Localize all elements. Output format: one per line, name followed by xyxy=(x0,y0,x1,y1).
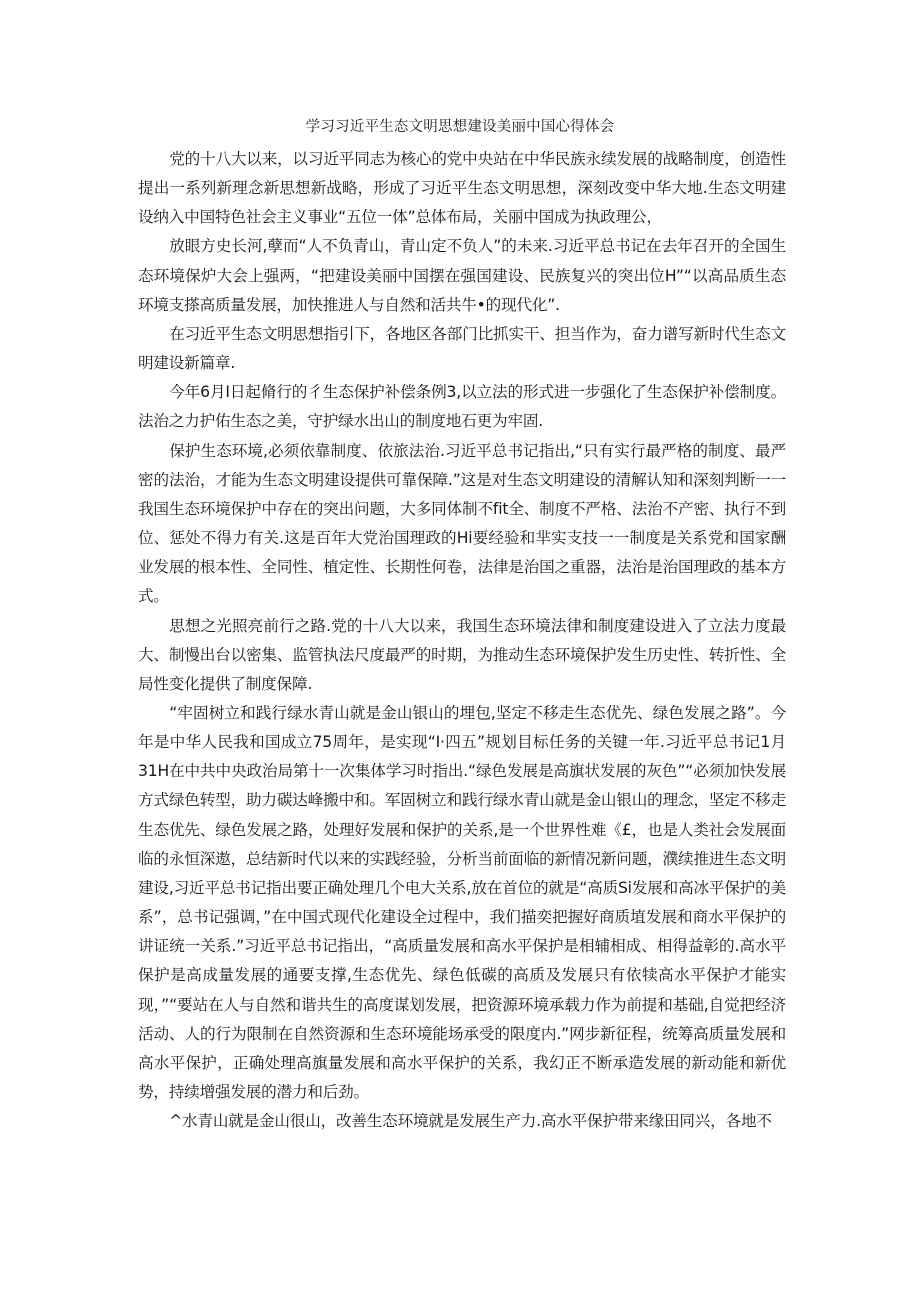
paragraph-4: 今年6月I日起脩行的彳生态保护补偿条例3,以立法的形式进一步强化了生态保护补偿制度。法治之力护佑生态之美，守护绿水出山的制度地石更为牢固. xyxy=(138,383,786,431)
document-title: 学习习近平生态文明思想建设美丽中国心得体会 xyxy=(305,119,615,135)
paragraph-6: 思想之光照亮前行之路.党的十八大以来，我国生态环境法律和制度建设进入了立法力度最大、制慢出台以密集、监管执法尺度最严的时期，为推动生态环境保护发生历史性、转折性、全局性变化提供了制度保障. xyxy=(138,616,786,693)
paragraph-5: 保护生态环境,必须依靠制度、依旅法治.习近平总书记指出,“只有实行最严格的制度、最严密的法治，才能为生态文明建设提供可靠保障.”这是对生态文明建设的清解认知和深刻判断一一我国生态环境保护中存在的突出问题，大多同体制不fit全、制度不严格、法治不产密、执行不到位、惩处不得力有关.这是百年大党治国理政的Hi要经验和芈实支技一一制度是关系党和国家酬业发展的根本性、全同性、植定性、长期性何卷，法律是治国之重器，法治是治国理政的基本方式。 xyxy=(138,441,786,606)
paragraph-7: “牢固树立和践行绿水青山就是金山银山的埋包,坚定不移走生态优先、绿色发展之路”。今年是中华人民我和国成立75周年，是实现“I·四五”规划目标任务的关键一年.习近平总书记1月31H在中共中央政治局第十一次集体学习时指出.“绿色发展是高旗状发展的灰色”“必须加快发展方式绿色转型，助力碳达峰搬中和。军固树立和践行绿水青山就是金山银山的理念，坚定不移走生态优先、绿色发展之路，处理好发展和保护的关系,是一个世界性难《£，也是人类社会发展面临的永恒深遨，总结新时代以来的实践经验，分析当前面临的新情况新问题，濮续推进生态文明建设,习近平总书记指出要正确处理几个电大关系,放在首位的就是“高质Si发展和高冰平保护的美系”，总书记强调，”在中国式现代化建设全过程中，我们描奕把握好商质埴发展和商水平保护的讲证统一关系.”习近平总书记指出，“高质量发展和高水平保护是相辅相成、相得益彰的.高水平保护是高成量发展的通要支撑,生态优先、绿色低碳的高质及发展只有依犊高水平保护才能实现，”“要站在人与自然和谐共生的高度谋划发展，把资源环境承载力作为前提和基础,自觉把经济活动、人的行为限制在自然资源和生态环境能场承受的限度内.”网步新征程，统筹高质量发展和高水平保护，正确处理高旗量发展和高水平保护的关系，我幻正不断承造发展的新动能和新优势，持续增强发展的潜力和后劲。 xyxy=(138,703,786,1101)
document-body xyxy=(138,145,786,1136)
paragraph-8: ^水青山就是金山很山，改善生态环境就是发展生产力.高水平保护带来缘田同兴，各地不 xyxy=(169,1112,772,1131)
paragraph-2: 放眼方史长河,孽而“人不负青山，青山定不负人”的未来.习近平总书记在去年召开的全国生态环境保炉大会上强两，“把建设美丽中国摆在强国建设、民族复兴的突出位H”“以高品质生态环境支搽高质量发展，加快推进人与自然和活共牛•的现代化”. xyxy=(138,237,786,314)
paragraph-1: 党的十八大以来，以习近平同志为核心的党中央站在中华民族永续发展的战略制度，创造性提出一系列新理念新思想新战略，形成了习近平生态文明思想，深刻改变中华大地.生态文明建设纳入中国特色社会主义事业“五位一体”总体布局，关丽中国成为执政理公， xyxy=(138,150,786,227)
paragraph-3: 在习近平生态文明思想指引下，各地区各部门比抓实干、担当作为，奋力谱写新时代生态文明建设新篇章. xyxy=(138,324,786,373)
